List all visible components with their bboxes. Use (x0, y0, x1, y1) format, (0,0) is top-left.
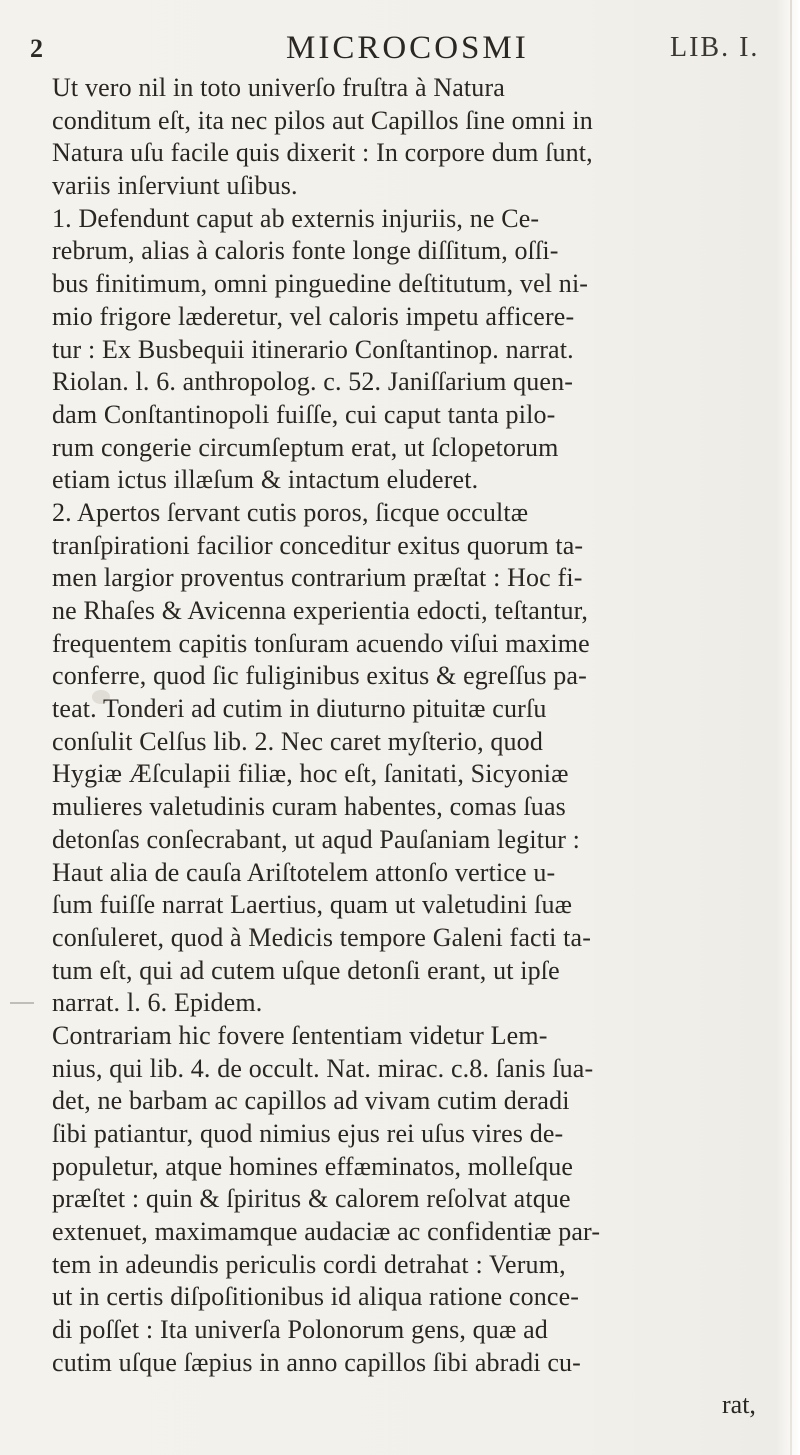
text-line: conferre, quod ſic fuliginibus exitus & egreſſus pa- (52, 661, 587, 691)
body-text (52, 72, 788, 1402)
margin-mark (10, 1002, 34, 1004)
text-line: conſuleret, quod à Medicis tempore Galeni facti ta- (52, 922, 591, 952)
text-line: Ut vero nil in toto univerſo fruſtra à Natura (52, 73, 505, 102)
text-line: cutim uſque ſæpius in anno capillos ſibi abradi cu- (52, 1347, 581, 1377)
running-title: MICROCOSMI (286, 30, 529, 66)
text-line: extenuet, maximamque audaciæ ac confidentiæ par- (52, 1217, 601, 1247)
text-line: detonſas conſecrabant, ut aqud Pauſaniam legitur : (52, 824, 581, 854)
text-line: bus finitimum, omni pinguedine deſtitutum, vel ni- (52, 269, 589, 299)
text-line: rebrum, alias à caloris fonte longe diſſitum, oſſi- (52, 236, 559, 266)
text-line: Riolan. l. 6. anthropolog. c. 52. Janiſſarium quen- (52, 367, 574, 397)
text-line: 2. Apertos ſervant cutis poros, ſicque occultæ (52, 497, 529, 527)
text-line: conſulit Celſus lib. 2. Nec caret myſterio, quod (52, 726, 543, 756)
catchword: rat, (722, 1390, 756, 1419)
text-line: præſtet : quin & ſpiritus & calorem reſolvat atque (52, 1184, 571, 1214)
text-line: men largior proventus contrarium præſtat : Hoc fi- (52, 563, 583, 593)
running-header (30, 24, 790, 68)
text-line: ſum fuiſſe narrat Laertius, quam ut valetudini ſuæ (52, 890, 573, 920)
text-line: det, ne barbam ac capillos ad vivam cutim deradi (52, 1086, 570, 1116)
text-line: conditum eſt, ita nec pilos aut Capillos ſine omni in (52, 105, 593, 135)
text-line: mulieres valetudinis curam habentes, comas ſuas (52, 792, 566, 822)
text-line: etiam ictus illæſum & intactum eluderet. (52, 465, 479, 495)
text-line: frequentem capitis tonſuram acuendo viſui maxime (52, 628, 590, 658)
text-line: ne Rhaſes & Avicenna experientia edocti, teſtantur, (52, 596, 589, 625)
text-line: Haut alia de cauſa Ariſtotelem attonſo vertice u- (52, 857, 556, 887)
text-line: mio frigore læderetur, vel caloris impetu afficere- (52, 301, 575, 331)
text-line: teat. Tonderi ad cutim in diuturno pituitæ curſu (52, 694, 547, 724)
text-line: populetur, atque homines effæminatos, molleſque (52, 1151, 574, 1181)
text-line: tem in adeundis periculis cordi detrahat : Verum, (52, 1249, 566, 1279)
text-line: rum congerie circumſeptum erat, ut ſclopetorum (52, 432, 559, 462)
text-line: ſibi patiantur, quod nimius ejus rei uſus vires de- (52, 1119, 564, 1148)
text-line: Natura uſu facile quis dixerit : In corpore dum ſunt, (52, 138, 593, 168)
text-line: variis inſerviunt uſibus. (52, 171, 298, 201)
text-line: narrat. l. 6. Epidem. (52, 988, 263, 1018)
book-reference: LIB. I. (670, 32, 760, 63)
text-line: nius, qui lib. 4. de occult. Nat. mirac. c.8. ſanis ſua- (52, 1053, 594, 1083)
text-line: tranſpirationi facilior conceditur exitus quorum ta- (52, 530, 584, 560)
text-line: dam Conſtantinopoli fuiſſe, cui caput tanta pilo- (52, 399, 556, 429)
text-line: Contrariam hic fovere ſententiam videtur Lem- (52, 1020, 548, 1050)
text-line: Hygiæ Æſculapii filiæ, hoc eſt, ſanitati, Sicyoniæ (52, 759, 569, 789)
text-line: ut in certis diſpoſitionibus id aliqua ratione conce- (52, 1282, 580, 1312)
text-line: 1. Defendunt caput ab externis injuriis, ne Ce- (52, 203, 540, 233)
page-number: 2 (30, 34, 43, 63)
text-line: tur : Ex Busbequii itinerario Conſtantinop. narrat. (52, 334, 574, 364)
text-line: tum eſt, qui ad cutem uſque detonſi erant, ut ipſe (52, 955, 560, 985)
page-edge-shadow (790, 0, 792, 1455)
text-line: di poſſet : Ita univerſa Polonorum gens, quæ ad (52, 1315, 548, 1345)
